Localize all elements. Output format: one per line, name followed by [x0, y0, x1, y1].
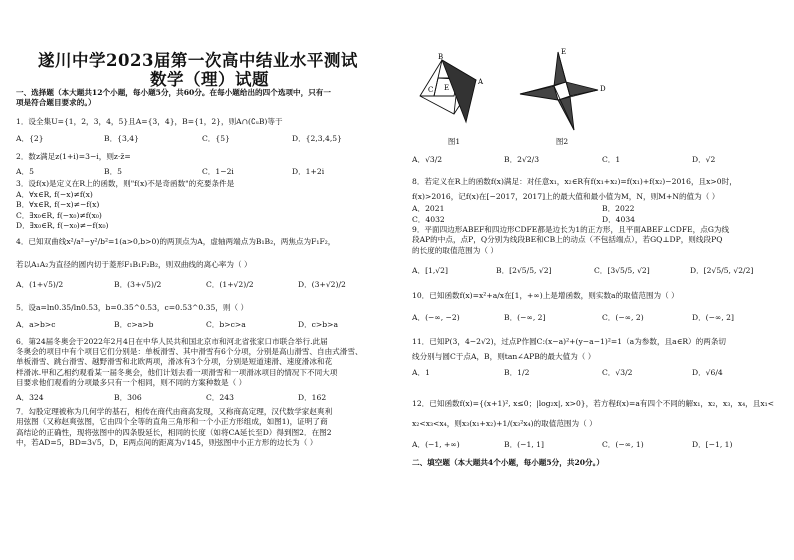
q11-option-c: C．√3/2	[602, 368, 633, 378]
q10-option-c: C．(−∞, 2)	[602, 313, 644, 323]
question-9-line3: 的长度的取值范围为（ ）	[412, 245, 498, 255]
q6-option-b: B．306	[114, 392, 142, 402]
question-8-line1: 8．若定义在R上的函数f(x)满足：对任意x₁，x₂∈R有f(x₁+x₂)=f(x₁)+f(x₂)−2016，且x>0时，	[412, 177, 737, 187]
q10-option-d: D．(−∞, 2]	[692, 313, 734, 323]
q7-option-b: B．2√2/3	[504, 155, 540, 164]
q4-option-d: D．(3+√2)/2	[298, 280, 346, 290]
q4-option-c: C．(1+√2)/2	[206, 280, 254, 290]
q8-option-b: B．2022	[602, 204, 635, 214]
left-column	[16, 88, 404, 449]
question-9-line1: 9．平面四边形ABEF和四边形CDFE都是边长为1的正方形，且平面ABEF⊥CDFE，点G为线	[412, 225, 730, 235]
q11-option-d: D．√6/4	[692, 368, 723, 378]
question-2-options	[16, 167, 404, 177]
q2-option-b: B．5	[104, 167, 123, 177]
question-12-line1: 12．已知函数f(x)={(x+1)², x≤0；|log₂x|, x>0}，若方程f(x)=a有四个不同的解x₁，x₂，x₃，x₄，且x₁<	[412, 398, 775, 408]
q11-option-b: B．1/2	[504, 368, 530, 378]
q1-option-d: D．{2,3,4,5}	[292, 134, 342, 144]
question-10: 10．已知函数f(x)=x²+a/x在[1，+∞)上是增函数，则实数a的取值范围为（ ）	[412, 290, 679, 300]
figure-1	[414, 50, 494, 147]
q5-option-a: A．a>b>c	[16, 320, 56, 330]
q12-option-b: B．(−1, 1]	[504, 439, 544, 449]
fig1-label-a: A	[478, 78, 484, 86]
q7-option-d: D．√2	[692, 155, 716, 164]
q7-option-c: C．1	[602, 155, 621, 164]
question-9-options	[412, 266, 786, 276]
q8-option-d: D．4034	[602, 214, 636, 224]
q9-option-d: D．[2√5/5, √2/2]	[690, 266, 754, 276]
q3-option-c: C．∃x₀∈R, f(−x₀)≠f(x₀)	[16, 210, 102, 220]
q12-option-a: A．(−1, +∞)	[412, 439, 460, 449]
question-1: 1．设全集U={1，2，3，4，5}且A={3，4}，B={1，2}，则A∩(∁ᵤB)等于	[16, 116, 283, 126]
question-7-line3: 高结论的正确性，现将弦图中的四条股延长，相同的长度（如将CA延长至D）得到图2．在图2	[16, 427, 332, 437]
question-6-options	[16, 393, 404, 403]
figure-2-svg	[512, 46, 612, 136]
question-4: 4．已知双曲线x²/a²−y²/b²=1(a>0,b>0)的两顶点为A，虚轴两端点为B₁B₂，两焦点为F₁F₂，	[16, 237, 336, 247]
q4-option-b: B．(3+√5)/2	[114, 280, 162, 290]
figure-1-caption: 图1	[447, 137, 461, 146]
q8-option-c: C．4032	[412, 214, 445, 224]
section1-title-cont: 项是符合题目要求的。）	[16, 98, 96, 108]
q6-option-a: A．324	[16, 392, 44, 402]
q10-option-a: A．(−∞, −2)	[412, 313, 460, 323]
question-6-line2: 冬奥会的项目中有个项目它们分别是：单板滑雪、其中滑雪有6个分项，分别是高山滑雪、自由式滑雪、	[16, 346, 363, 356]
fig1-label-e: E	[444, 84, 450, 92]
q2-option-a: A．5	[16, 167, 34, 177]
question-7-options	[412, 155, 786, 165]
question-6-line3: 单板滑雪、跳台滑雪、越野滑雪和北欧两项，滑冰有3个分项，分别是短道速滑、速度滑冰和花	[16, 357, 333, 367]
q6-option-d: D．162	[298, 392, 327, 402]
q5-option-b: B．c>a>b	[114, 320, 154, 330]
fig1-label-c: C	[428, 86, 434, 94]
q3-option-b: B．∀x∈R, f(−x)≠−f(x)	[16, 200, 100, 210]
q3-option-a: A．∀x∈R, f(−x)≠f(x)	[16, 189, 93, 199]
question-6-line5: 目要求他们观看的分项最多只有一个相同，则不同的方案种数是（ ）	[16, 378, 247, 388]
right-column	[412, 155, 786, 468]
figure-1-svg	[414, 50, 494, 136]
question-11-line1: 11．已知P(3，4−2√2)，过点P作圆C:(x−a)²+(y−a−1)²=1（a为参数，且a∈R）的两条切	[412, 337, 727, 347]
figure-2	[512, 46, 612, 147]
q8-option-a: A．2021	[412, 204, 445, 214]
question-11-options	[412, 368, 786, 378]
q7-option-a: A．√3/2	[412, 155, 443, 164]
question-8-options-ab	[412, 204, 786, 214]
q9-option-b: B．[2√5/5, √2]	[496, 266, 552, 276]
question-5: 5．设a=ln0.35/ln0.53，b=0.35^0.53，c=0.53^0.35，则（ ）	[16, 302, 249, 312]
q9-option-c: C．[3√5/5, √2]	[594, 266, 650, 276]
q9-option-a: A．[1,√2]	[412, 266, 448, 276]
exam-subtitle: 数学（理）试题	[150, 70, 269, 89]
q3-option-d: D．∃x₀∈R, f(−x₀)≠−f(x₀)	[16, 221, 109, 231]
q11-option-a: A．1	[412, 368, 430, 378]
q5-option-d: D．c>b>a	[298, 320, 339, 330]
question-3: 3．设f(x)是定义在R上的函数，则"f(x)不是奇函数"的充要条件是	[16, 179, 235, 189]
question-8-line2: f(x)>2016，记f(x)在[−2017，2017]上的最大值和最小值为M，N，则M+N的值为（ ）	[412, 191, 720, 201]
fig2-label-e: E	[561, 48, 567, 56]
q12-option-c: C．(−∞, 1)	[602, 439, 644, 449]
q4-option-a: A．(1+√5)/2	[16, 280, 64, 290]
question-11-line2: 线分别与圆C于点A，B，则tan∠APB的最大值为（ ）	[412, 351, 596, 361]
q1-option-b: B．{3,4}	[104, 134, 139, 144]
q10-option-b: B．(−∞, 2]	[504, 313, 546, 323]
question-7-line4: 中，若AD=5，BD=3√5，D，E两点间的距离为√145，则弦图中小正方形的边长为（ ）	[16, 438, 318, 448]
q1-option-a: A．{2}	[16, 134, 44, 144]
q6-option-c: C．243	[206, 392, 234, 402]
section2-title: 二、填空题（本大题共4个小题，每小题5分，共20分。）	[412, 457, 604, 467]
q12-option-d: D．[−1, 1)	[692, 439, 733, 449]
section1-title: 一、选择题（本大题共12个小题，每小题5分，共60分。在每小题给出的四个选项中，只有一	[16, 88, 331, 97]
figure-2-caption: 图2	[555, 137, 569, 146]
question-7-line1: 7．勾股定理被称为几何学的基石，相传在商代由商高发现，又称商高定理，汉代数学家赵爽利	[16, 406, 333, 416]
question-4-cont: 若以A₁A₂为直径的圆内切于菱形F₁B₁F₂B₂，则双曲线的离心率为（ ）	[16, 259, 252, 269]
question-7-line2: 用弦图（又称赵爽弦图，它由四个全等的直角三角形和一个小正方形组成，如图1)，证明了商	[16, 417, 328, 427]
question-12-options	[412, 440, 786, 450]
fig1-label-b: B	[438, 53, 444, 61]
question-6-line1: 6．第24届冬奥会于2022年2月4日在中华人民共和国北京市和河北省张家口市联合举行.此届	[16, 336, 328, 346]
exam-title: 遂川中学2023届第一次高中结业水平测试	[38, 51, 358, 70]
question-10-options	[412, 313, 786, 323]
question-4-options	[16, 280, 404, 290]
question-2: 2．数z满足z(1+i)=3−i，则z·z̄=	[16, 151, 131, 161]
question-6-line4: 样滑冰.甲和乙相约观看某一届冬奥会，他们计划去看一项滑雪和一项滑冰项目的情况下不同大项	[16, 367, 338, 377]
question-1-options	[16, 134, 404, 144]
fig2-label-d: D	[600, 85, 606, 93]
q2-option-c: C．1−2i	[202, 167, 234, 177]
q1-option-c: C．{5}	[202, 134, 230, 144]
question-8-options-cd	[412, 215, 786, 225]
q5-option-c: C．b>c>a	[206, 320, 246, 330]
question-5-options	[16, 320, 404, 330]
q2-option-d: D．1+2i	[292, 167, 325, 177]
question-12-line2: x₂<x₃<x₄，则x₃(x₁+x₂)+1/(x₃²x₄)的取值范围为（ ）	[412, 419, 597, 429]
question-9-line2: 段AP的中点，点P，Q分别为线段BE和CB上的动点（不包括端点），若GQ⊥DP，则线段PQ	[412, 235, 723, 245]
